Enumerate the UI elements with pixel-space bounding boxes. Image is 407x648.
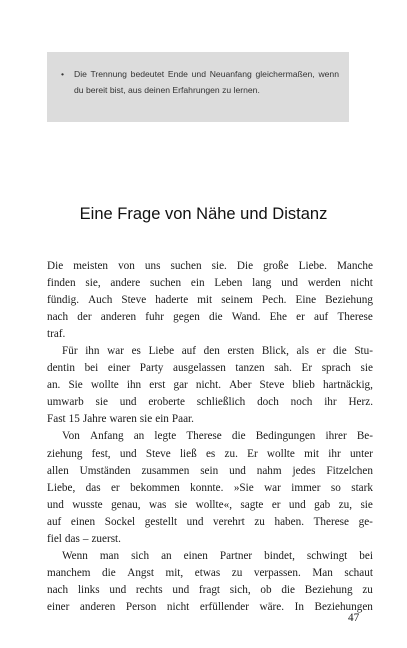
paragraph [47, 548, 373, 616]
text-line: fiel das – zuerst. [47, 532, 121, 545]
text-line: und wusste genau, was sie wollte«, sagte er und gab zu, sie [47, 498, 373, 511]
text-line: auf einen Sockel gestellt und verehrt zu haben. Therese ge- [47, 515, 373, 528]
text-line: nach der anderen fuhr gegen die Wand. Ehe er auf Therese [47, 311, 373, 324]
text-line: manchem die Angst mit, etwas zu verpassen. Man schaut [47, 566, 373, 579]
text-line: Für ihn war es Liebe auf den ersten Blick, als er die Stu- [62, 345, 373, 358]
paragraph [47, 343, 373, 428]
text-line: einer anderen Person nicht erfüllender wäre. In Beziehungen [47, 600, 373, 613]
text-line: an. Sie wollte ihn erst gar nicht. Aber Steve blieb hartnäckig, [47, 379, 373, 392]
page-number: 47 [348, 612, 360, 624]
text-line: fündig. Auch Steve haderte mit seinem Pech. Eine Beziehung [47, 294, 373, 307]
body-text [47, 258, 373, 616]
text-line: nach links und rechts und fragt sich, ob die Beziehung zu [47, 583, 373, 596]
text-line: Liebe, das er bekommen konnte. »Sie war immer so stark [47, 481, 373, 494]
summary-callout [47, 52, 349, 122]
callout-text: Die Trennung bedeutet Ende und Neuanfang gleichermaßen, wenn du bereit bist, aus deinen Erfahrungen zu lernen. [74, 69, 339, 95]
text-line: allen Umständen zusammen sein und nahm jedes Fitzelchen [47, 464, 373, 477]
text-line: Die meisten von uns suchen sie. Die große Liebe. Manche [47, 260, 373, 272]
section-heading: Eine Frage von Nähe und Distanz [79, 205, 328, 223]
text-line: umwarb sie und eroberte schließlich doch noch ihr Herz. [47, 396, 373, 409]
text-line: dentin bei einer Party ausgelassen tanzen sah. Er sprach sie [47, 362, 373, 375]
text-line: traf. [47, 328, 66, 341]
text-line: Fast 15 Jahre waren sie ein Paar. [47, 413, 194, 426]
text-line: Von Anfang an legte Therese die Bedingungen ihrer Be- [62, 430, 373, 443]
text-line: ziehung fest, und Steve ließ es zu. Er wollte mit ihr unter [47, 447, 373, 460]
text-line: Wenn man sich an einen Partner bindet, schwingt bei [62, 549, 373, 562]
paragraph [47, 428, 373, 547]
bullet-icon: • [61, 69, 65, 79]
text-line: finden sie, andere suchen ein Leben lang und werden nicht [47, 277, 373, 290]
paragraph [47, 258, 373, 343]
